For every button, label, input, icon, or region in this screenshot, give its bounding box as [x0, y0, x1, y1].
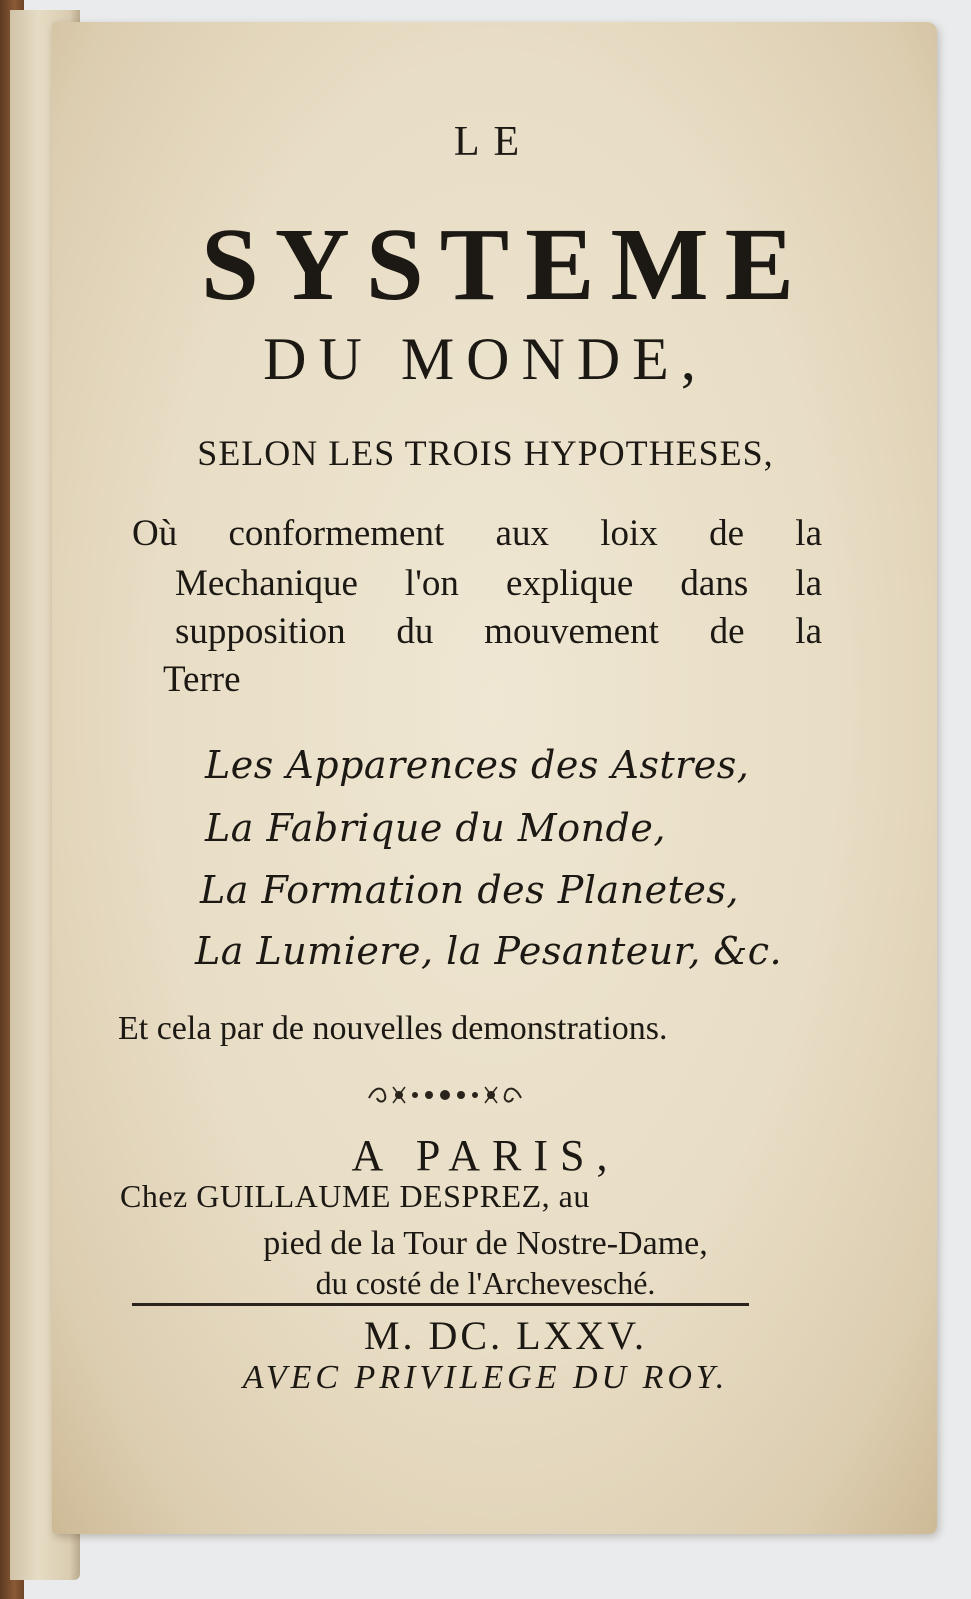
- topic-item: La Formation des Planetes,: [200, 868, 739, 912]
- imprint-city: A PARIS,: [351, 1131, 620, 1180]
- demonstrations-line: Et cela par de nouvelles demonstrations.: [118, 1010, 668, 1047]
- title-secondary: DU MONDE,: [263, 326, 708, 392]
- imprint-address: du costé de l'Archevesché.: [315, 1265, 656, 1301]
- fleuron-ornament-icon: [365, 1082, 525, 1108]
- description-line: supposition du mouvement de la: [175, 611, 822, 652]
- imprint-publisher: Chez GUILLAUME DESPREZ, au: [120, 1178, 590, 1214]
- description-line: Mechanique l'on explique dans la: [175, 563, 822, 604]
- topic-item: La Lumiere, la Pesanteur, &c.: [195, 929, 783, 973]
- title-main: SYSTEME: [200, 207, 811, 322]
- imprint-address: pied de la Tour de Nostre-Dame,: [263, 1225, 708, 1262]
- title-article: LE: [453, 119, 534, 165]
- publication-date: M. DC. LXXV.: [363, 1313, 648, 1358]
- horizontal-rule: [132, 1303, 749, 1306]
- topic-item: La Fabrique du Monde,: [205, 806, 666, 850]
- topic-item: Les Apparences des Astres,: [205, 743, 750, 787]
- description-line: Où conformement aux loix de la: [132, 513, 822, 554]
- royal-privilege: AVEC PRIVILEGE DU ROY.: [242, 1359, 729, 1396]
- description-line: Terre: [163, 659, 241, 700]
- subtitle: SELON LES TROIS HYPOTHESES,: [197, 433, 774, 473]
